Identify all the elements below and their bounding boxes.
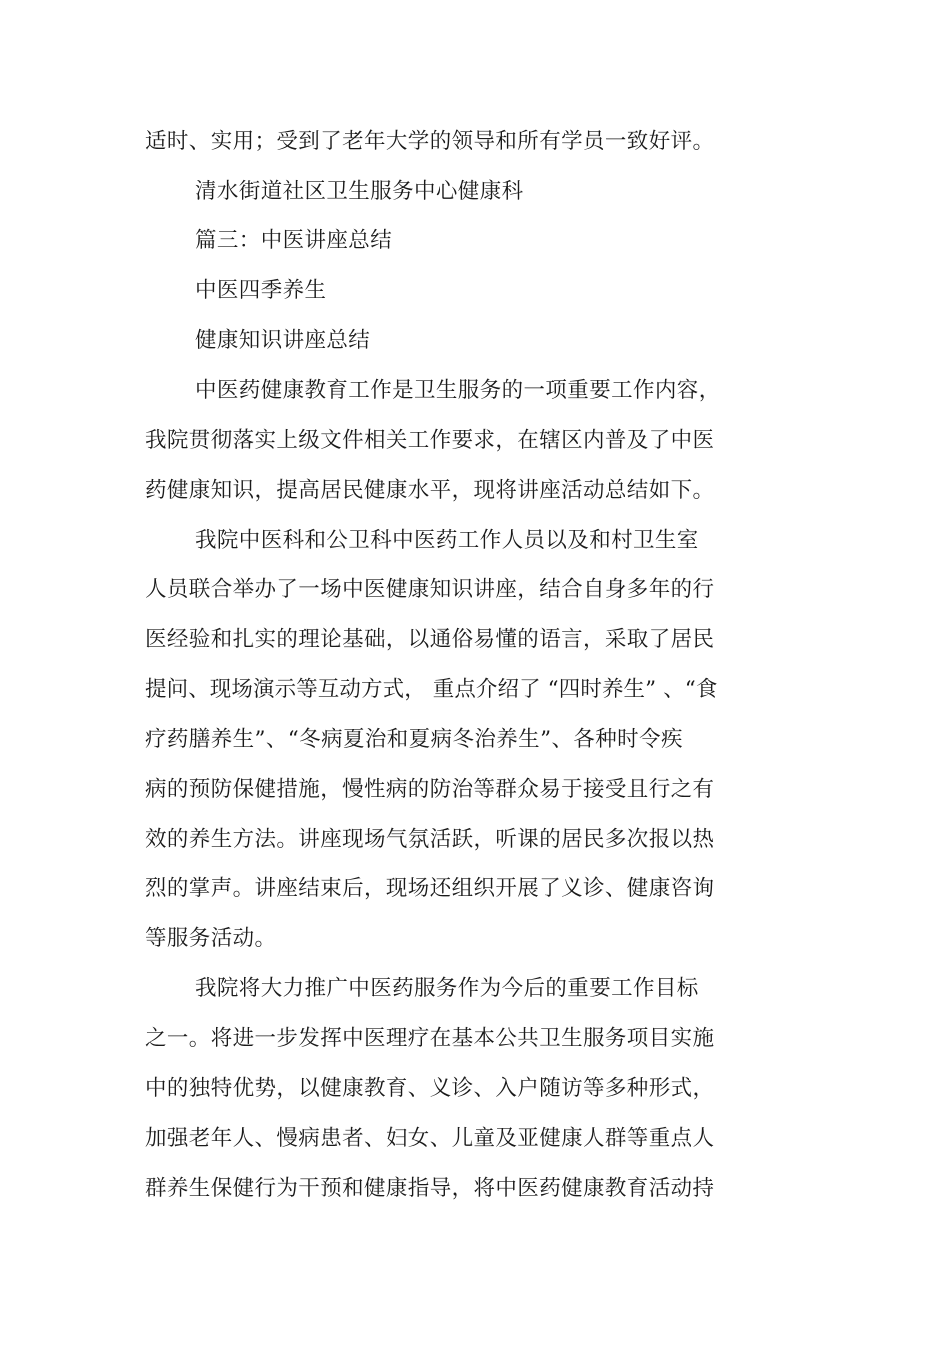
text-line: 疗药膳养生”、“冬病夏治和夏病冬治养生”、各种时令疾 (145, 727, 683, 752)
text-line: 我院贯彻落实上级文件相关工作要求，在辖区内普及了中医 (145, 428, 715, 453)
text-line: 药健康知识，提高居民健康水平，现将讲座活动总结如下。 (145, 478, 715, 503)
text-line: 等服务活动。 (145, 926, 277, 951)
text-line: 烈的掌声。讲座结束后，现场还组织开展了义诊、健康咨询 (145, 876, 715, 901)
text-line: 中的独特优势，以健康教育、义诊、入户随访等多种形式， (145, 1076, 715, 1101)
text-line: 提问、现场演示等互动方式， 重点介绍了 “四时养生” 、“食 (145, 677, 718, 702)
text-line: 医经验和扎实的理论基础，以通俗易懂的语言，采取了居民 (145, 627, 715, 652)
text-line: 人员联合举办了一场中医健康知识讲座，结合自身多年的行 (145, 577, 715, 602)
text-line: 中医药健康教育工作是卫生服务的一项重要工作内容， (195, 378, 721, 403)
text-line: 加强老年人、慢病患者、妇女、儿童及亚健康人群等重点人 (145, 1126, 715, 1151)
text-line: 病的预防保健措施，慢性病的防治等群众易于接受且行之有 (145, 777, 715, 802)
text-line: 效的养生方法。讲座现场气氛活跃，听课的居民多次报以热 (145, 827, 715, 852)
text-line: 清水街道社区卫生服务中心健康科 (195, 179, 524, 204)
text-line: 健康知识讲座总结 (195, 328, 371, 353)
text-line: 我院中医科和公卫科中医药工作人员以及和村卫生室 (195, 528, 699, 553)
text-line: 之一。将进一步发挥中医理疗在基本公共卫生服务项目实施 (145, 1026, 715, 1051)
text-line: 适时、实用；受到了老年大学的领导和所有学员一致好评。 (145, 129, 715, 154)
text-line: 群养生保健行为干预和健康指导，将中医药健康教育活动持 (145, 1176, 715, 1201)
text-line: 篇三：中医讲座总结 (195, 228, 393, 253)
text-line: 中医四季养生 (195, 278, 327, 303)
text-line: 我院将大力推广中医药服务作为今后的重要工作目标 (195, 976, 699, 1001)
